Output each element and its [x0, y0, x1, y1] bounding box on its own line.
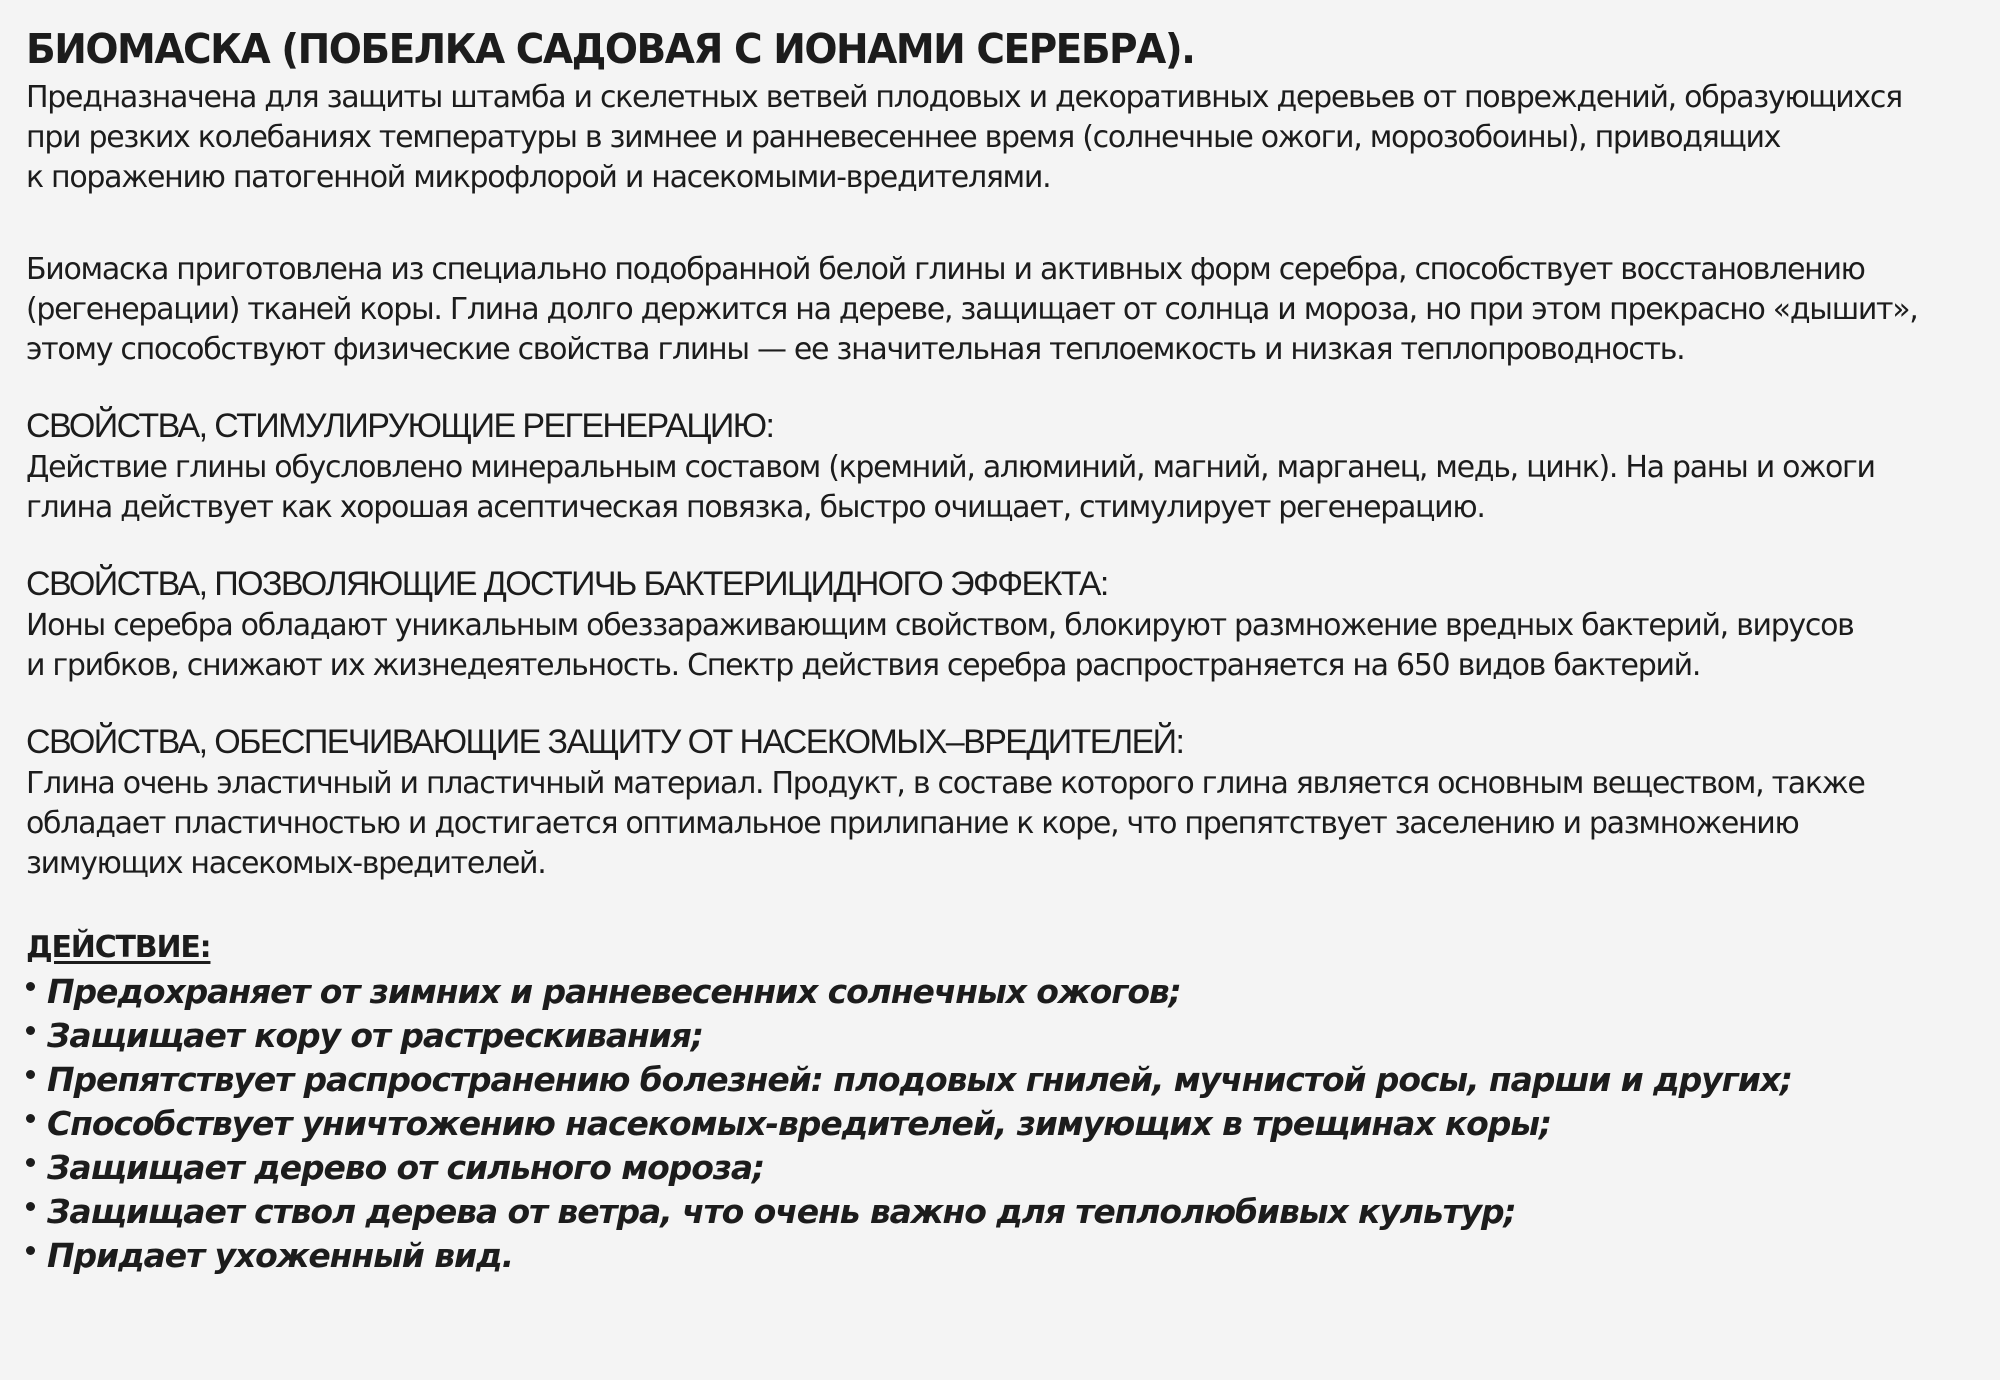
action-list-item: Защищает дерево от сильного мороза; — [26, 1146, 1981, 1190]
action-list-item: Препятствует распространению болезней: плодовых гнилей, мучнистой росы, парши и других; — [26, 1058, 1981, 1102]
section-pest-protection — [26, 720, 1981, 884]
action-list-item: Способствует уничтожению насекомых-вредителей, зимующих в трещинах коры; — [26, 1102, 1981, 1146]
bullet-icon — [26, 1114, 35, 1123]
section-line: глина действует как хорошая асептическая повязка, быстро очищает, стимулирует регенерацию. — [26, 490, 1485, 525]
section-line: Ионы серебра обладают уникальным обеззараживающим свойством, блокируют размножение вредных бактерий, вирусов — [26, 608, 1854, 643]
composition-line: этому способствуют физические свойства глины — ее значительная теплоемкость и низкая теплопроводность. — [26, 332, 1685, 367]
section-line: и грибков, снижают их жизнедеятельность. Спектр действия серебра распространяется на 650 видов бактерий. — [26, 648, 1701, 683]
section-line: обладает пластичностью и достигается оптимальное прилипание к коре, что препятствует заселению и размножению — [26, 806, 1799, 841]
bullet-icon — [26, 1202, 35, 1211]
section-heading: СВОЙСТВА, ПОЗВОЛЯЮЩИЕ ДОСТИЧЬ БАКТЕРИЦИДНОГО ЭФФЕКТА: — [26, 565, 1108, 603]
section-bactericidal — [26, 562, 1981, 686]
intro-paragraph — [26, 78, 1981, 198]
action-list-item: Придает ухоженный вид. — [26, 1234, 1981, 1278]
section-heading: СВОЙСТВА, СТИМУЛИРУЮЩИЕ РЕГЕНЕРАЦИЮ: — [26, 407, 774, 445]
action-list-item: Защищает ствол дерева от ветра, что очень важно для теплолюбивых культур; — [26, 1190, 1981, 1234]
section-line: Глина очень эластичный и пластичный материал. Продукт, в составе которого глина является основным веществом, также — [26, 766, 1865, 801]
action-heading: ДЕЙСТВИЕ: — [26, 930, 211, 965]
bullet-icon — [26, 1070, 35, 1079]
composition-line: (регенерации) тканей коры. Глина долго держится на дереве, защищает от солнца и мороза, но при этом прекрасно «дышит», — [26, 292, 1918, 327]
section-line: Действие глины обусловлено минеральным составом (кремний, алюминий, магний, марганец, медь, цинк). На раны и ожоги — [26, 450, 1875, 485]
action-list-item: Предохраняет от зимних и ранневесенних солнечных ожогов; — [26, 970, 1981, 1014]
composition-line: Биомаска приготовлена из специально подобранной белой глины и активных форм серебра, способствует восстановлению — [26, 252, 1865, 287]
product-label-document — [26, 22, 1981, 1278]
section-line: зимующих насекомых-вредителей. — [26, 846, 546, 881]
bullet-icon — [26, 1026, 35, 1035]
document-title: БИОМАСКА (ПОБЕЛКА САДОВАЯ С ИОНАМИ СЕРЕБРА). — [26, 26, 1195, 74]
bullet-icon — [26, 1246, 35, 1255]
section-heading: СВОЙСТВА, ОБЕСПЕЧИВАЮЩИЕ ЗАЩИТУ ОТ НАСЕКОМЫХ–ВРЕДИТЕЛЕЙ: — [26, 723, 1184, 761]
action-list-item: Защищает кору от растрескивания; — [26, 1014, 1981, 1058]
composition-paragraph — [26, 250, 1981, 370]
intro-line: Предназначена для защиты штамба и скелетных ветвей плодовых и декоративных деревьев от повреждений, образующихся — [26, 80, 1902, 115]
bullet-icon — [26, 982, 35, 991]
intro-line: при резких колебаниях температуры в зимнее и ранневесеннее время (солнечные ожоги, морозобоины), приводящих — [26, 120, 1781, 155]
intro-line: к поражению патогенной микрофлорой и насекомыми-вредителями. — [26, 160, 1051, 195]
action-list — [26, 970, 1981, 1278]
section-regeneration — [26, 404, 1981, 528]
bullet-icon — [26, 1158, 35, 1167]
